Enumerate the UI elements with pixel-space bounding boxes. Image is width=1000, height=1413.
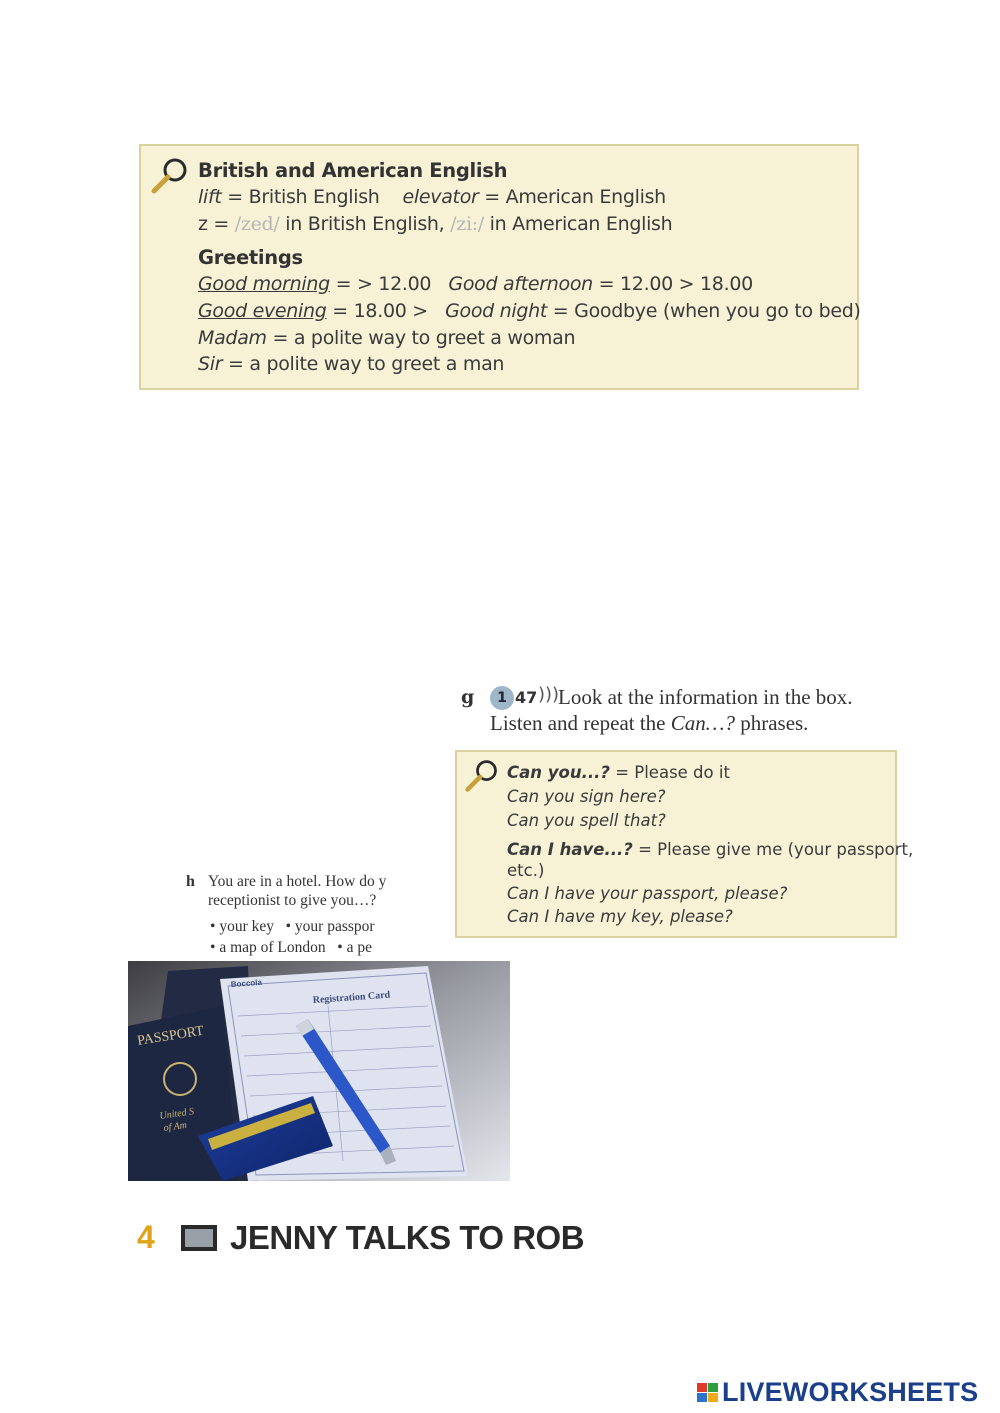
can-i-have-line [507, 840, 913, 859]
british-american-box [139, 144, 859, 390]
box1-z-line [198, 213, 672, 235]
magnifier-icon [149, 156, 191, 196]
hotel-registration-photo [128, 961, 510, 1181]
greetings-title: Greetings [198, 246, 303, 269]
def-good-evening: = 18.00 > [326, 300, 428, 322]
bullet: • [285, 918, 292, 935]
bullet: • [210, 918, 216, 935]
exercise-h-line2: receptionist to give you…? [208, 892, 377, 909]
example-sign-here: Can you sign here? [507, 787, 666, 806]
can-i-have-line2: etc.) [507, 861, 545, 880]
sound-icon: ))) [538, 684, 560, 705]
term-good-morning: Good morning [198, 273, 330, 295]
z-mid: in British English, [279, 213, 451, 235]
card-header: Boccola [230, 977, 263, 989]
exercise-h-items-row1 [210, 918, 398, 936]
def-elevator: = American English [478, 186, 666, 208]
section-number: 4 [137, 1219, 155, 1255]
exercise-g-letter: g [461, 686, 475, 708]
term-can-you: Can you...? [507, 763, 610, 782]
def-good-night: = Goodbye (when you go to bed) [547, 300, 861, 322]
z-suffix: in American English [483, 213, 673, 235]
bullet: • [210, 939, 216, 956]
exercise-h-letter: h [186, 873, 195, 890]
sir-line [198, 353, 504, 375]
z-prefix: z = [198, 213, 235, 235]
term-madam: Madam [198, 327, 267, 349]
liveworksheets-logo[interactable]: LIVEWORKSHEETS [722, 1377, 979, 1407]
def-can-i-have: = Please give me (your passport, [632, 840, 914, 859]
exercise-h-items-row2 [210, 939, 402, 957]
greetings-line1 [198, 273, 753, 295]
term-lift: lift [198, 186, 222, 208]
video-icon [180, 1224, 218, 1252]
audio-track-badge[interactable]: 1 [490, 686, 514, 710]
can-you-line [507, 763, 730, 782]
term-good-afternoon: Good afternoon [448, 273, 593, 295]
example-passport: Can I have your passport, please? [507, 884, 788, 903]
item-your-key: your key [219, 918, 274, 935]
can-phrases-box [455, 750, 914, 938]
term-good-evening: Good evening [198, 300, 327, 322]
card-title: Registration Card [312, 989, 391, 1006]
def-good-morning: = > 12.00 [329, 273, 432, 295]
term-can-i-have: Can I have...? [507, 840, 633, 859]
exercise-g-line1: Look at the information in the box. [558, 685, 853, 709]
passport-label: PASSPORT [136, 1023, 205, 1049]
passport-sub1: United S [158, 1106, 195, 1122]
pron-zi: /zi:/ [450, 213, 484, 235]
exercise-h-line1: You are in a hotel. How do y [208, 873, 387, 890]
audio-track-number: 47 [515, 688, 538, 707]
g-line2-italic: Can…? [670, 711, 735, 735]
passport-sub2: of Am [162, 1119, 188, 1134]
exercise-g-line2 [490, 711, 808, 736]
box1-title: British and American English [198, 159, 508, 182]
item-a-pen: a pe [346, 939, 372, 956]
term-sir: Sir [198, 353, 223, 375]
item-your-passport: your passpor [294, 918, 375, 935]
example-key: Can I have my key, please? [507, 907, 733, 926]
magnifier-icon [463, 758, 501, 794]
term-elevator: elevator [402, 186, 479, 208]
def-sir: = a polite way to greet a man [222, 353, 505, 375]
g-line2-post: phrases. [734, 711, 809, 735]
box1-lift-line [198, 186, 666, 208]
example-spell-that: Can you spell that? [507, 811, 666, 830]
madam-line [198, 327, 575, 349]
bullet: • [337, 939, 343, 956]
term-good-night: Good night [445, 300, 548, 322]
greetings-line2 [198, 300, 861, 322]
def-lift: = British English [221, 186, 380, 208]
def-madam: = a polite way to greet a woman [266, 327, 576, 349]
pron-zed: /zed/ [234, 213, 280, 235]
section-title: JENNY TALKS TO ROB [230, 1219, 585, 1256]
liveworksheets-logo-icon [697, 1383, 719, 1403]
photo-illustration [128, 961, 510, 1181]
item-map-of-london: a map of London [219, 939, 326, 956]
def-can-you: = Please do it [609, 763, 730, 782]
def-good-afternoon: = 12.00 > 18.00 [592, 273, 753, 295]
g-line2-pre: Listen and repeat the [490, 711, 671, 735]
